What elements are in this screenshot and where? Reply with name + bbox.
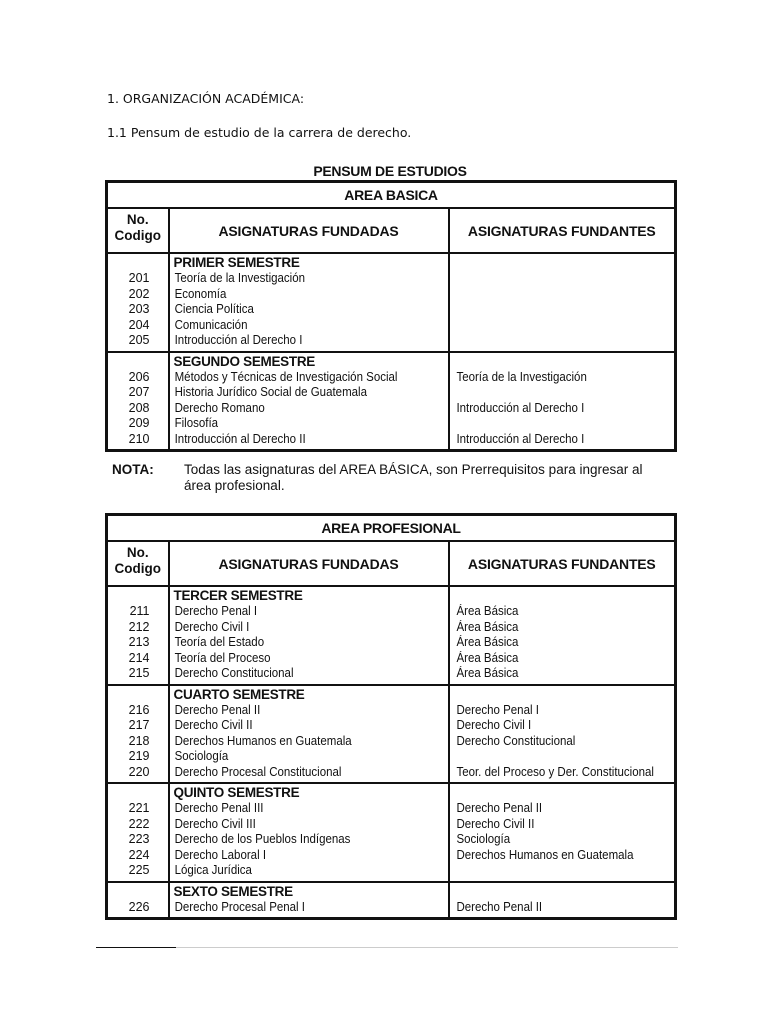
code-header-line1: No. (126, 545, 149, 560)
course-prereqs (449, 253, 676, 352)
area-title: AREA BASICA (107, 182, 676, 209)
course-name: Derecho Romano (174, 400, 265, 415)
course-prereq (450, 416, 657, 432)
course-name: Sociología (174, 749, 228, 763)
course-code: 215 (128, 666, 150, 680)
course-prereq: Derecho Penal II (455, 801, 542, 815)
course-code: 217 (128, 718, 150, 732)
section-heading: 1. ORGANIZACIÓN ACADÉMICA: (107, 91, 305, 106)
course-name: Derecho Civil III (174, 816, 256, 831)
course-code: 211 (129, 604, 150, 618)
course-code: 207 (128, 385, 150, 399)
course-code: 203 (128, 302, 150, 316)
course-code: 220 (128, 764, 150, 779)
course-codes (107, 586, 169, 685)
course-name: Historia Jurídico Social de Guatemala (174, 385, 367, 399)
code-header-line1: No. (126, 212, 149, 227)
nota-label: NOTA: (112, 462, 154, 477)
course-prereq: Derecho Penal II (455, 899, 542, 914)
semester-row (107, 685, 676, 784)
course-prereq: Introducción al Derecho I (455, 400, 584, 415)
semester-title: CUARTO SEMESTRE (173, 686, 305, 702)
course-codes (107, 882, 169, 919)
course-name: Derecho Procesal Constitucional (174, 764, 341, 779)
course-name: Derecho Penal III (174, 801, 263, 815)
code-column-header (107, 541, 169, 586)
course-prereqs (449, 352, 676, 451)
course-names (169, 882, 449, 919)
course-prereq (450, 271, 657, 287)
course-prereq: Derecho Civil II (455, 816, 534, 831)
fundadas-column-header: ASIGNATURAS FUNDADAS (169, 541, 449, 586)
fundadas-column-header: ASIGNATURAS FUNDADAS (169, 208, 449, 253)
course-name: Derecho Laboral I (174, 847, 266, 862)
fundantes-column-header: ASIGNATURAS FUNDANTES (449, 208, 676, 253)
course-code: 214 (128, 650, 150, 665)
semester-row (107, 253, 676, 352)
fundantes-column-header: ASIGNATURAS FUNDANTES (449, 541, 676, 586)
course-name: Ciencia Política (174, 302, 254, 316)
course-code: 212 (128, 619, 150, 634)
course-prereq: Derecho Constitucional (455, 733, 575, 748)
course-name: Métodos y Técnicas de Investigación Social (174, 369, 397, 384)
course-name: Introducción al Derecho I (174, 333, 302, 347)
course-prereq: Derechos Humanos en Guatemala (455, 847, 634, 862)
course-prereq: Área Básica (455, 650, 518, 665)
course-code: 219 (128, 749, 150, 763)
course-code: 213 (128, 635, 150, 649)
course-prereq: Área Básica (455, 666, 518, 680)
course-prereq: Derecho Penal I (455, 702, 539, 717)
course-prereq (450, 318, 657, 334)
semester-row (107, 352, 676, 451)
semester-title: QUINTO SEMESTRE (173, 785, 300, 800)
course-prereqs (449, 882, 676, 919)
course-code: 210 (128, 431, 150, 446)
nota-text: Todas las asignaturas del AREA BÁSICA, son Prerrequisitos para ingresar al área profesional. (184, 462, 643, 493)
course-name: Derecho Civil I (174, 619, 249, 634)
course-prereq (450, 863, 657, 879)
area-basica-table (105, 180, 677, 452)
course-code: 226 (128, 899, 150, 914)
course-name: Lógica Jurídica (174, 863, 252, 877)
course-codes (107, 352, 169, 451)
course-code: 223 (128, 832, 150, 846)
course-name: Comunicación (174, 317, 247, 332)
course-codes (107, 685, 169, 784)
semester-row (107, 783, 676, 882)
course-prereq (450, 333, 657, 349)
course-code: 222 (128, 816, 150, 831)
semester-title: TERCER SEMESTRE (173, 588, 303, 603)
course-name: Derechos Humanos en Guatemala (174, 733, 352, 748)
area-title: AREA PROFESIONAL (107, 515, 676, 542)
area-profesional-table (105, 513, 677, 920)
course-name: Derecho Penal I (174, 604, 257, 618)
course-prereq: Área Básica (455, 604, 518, 618)
course-code: 208 (128, 400, 150, 415)
semester-row (107, 882, 676, 919)
footnote-rule (96, 947, 176, 948)
course-name: Teoría de la Investigación (174, 271, 305, 285)
course-name: Derecho de los Pueblos Indígenas (174, 832, 350, 846)
course-code: 221 (128, 801, 150, 815)
course-names (169, 253, 449, 352)
semester-title: SEXTO SEMESTRE (173, 883, 293, 899)
course-prereq (450, 749, 657, 765)
subsection-heading: 1.1 Pensum de estudio de la carrera de derecho. (107, 125, 412, 140)
course-name: Economía (174, 286, 226, 301)
course-code: 201 (128, 271, 150, 285)
course-prereq: Sociología (455, 832, 510, 846)
course-prereq: Introducción al Derecho I (455, 431, 584, 446)
course-prereq (450, 385, 657, 401)
code-header-line2: Codigo (114, 228, 161, 243)
course-codes (107, 253, 169, 352)
course-code: 224 (128, 847, 150, 862)
course-prereqs (449, 783, 676, 882)
semester-row (107, 586, 676, 685)
course-name: Derecho Procesal Penal I (174, 899, 305, 914)
course-code: 206 (128, 369, 150, 384)
semester-title: SEGUNDO SEMESTRE (173, 353, 315, 369)
course-name: Derecho Penal II (174, 702, 260, 717)
course-prereq: Área Básica (455, 619, 518, 634)
course-names (169, 685, 449, 784)
page-divider (176, 947, 678, 948)
course-names (169, 352, 449, 451)
course-names (169, 586, 449, 685)
code-column-header (107, 208, 169, 253)
course-name: Teoría del Estado (174, 635, 264, 649)
code-header-line2: Codigo (114, 561, 161, 576)
course-code: 209 (128, 416, 150, 430)
course-name: Filosofía (174, 416, 218, 430)
semester-title: PRIMER SEMESTRE (173, 255, 300, 270)
course-codes (107, 783, 169, 882)
course-name: Derecho Civil II (174, 718, 253, 732)
course-code: 202 (128, 286, 150, 301)
course-code: 225 (128, 863, 150, 877)
course-name: Derecho Constitucional (174, 666, 294, 680)
course-prereqs (449, 586, 676, 685)
course-prereq: Derecho Civil I (455, 718, 531, 732)
pensum-title: PENSUM DE ESTUDIOS (313, 163, 467, 179)
course-code: 204 (128, 317, 150, 332)
course-prereq (450, 287, 657, 303)
course-code: 216 (128, 702, 150, 717)
course-names (169, 783, 449, 882)
course-name: Teoría del Proceso (174, 650, 270, 665)
course-name: Introducción al Derecho II (174, 431, 306, 446)
course-prereq: Área Básica (455, 635, 518, 649)
course-prereq (450, 302, 657, 318)
course-code: 218 (128, 733, 150, 748)
course-prereq: Teor. del Proceso y Der. Constitucional (455, 764, 654, 779)
course-prereqs (449, 685, 676, 784)
course-prereq: Teoría de la Investigación (455, 369, 587, 384)
course-code: 205 (128, 333, 150, 347)
